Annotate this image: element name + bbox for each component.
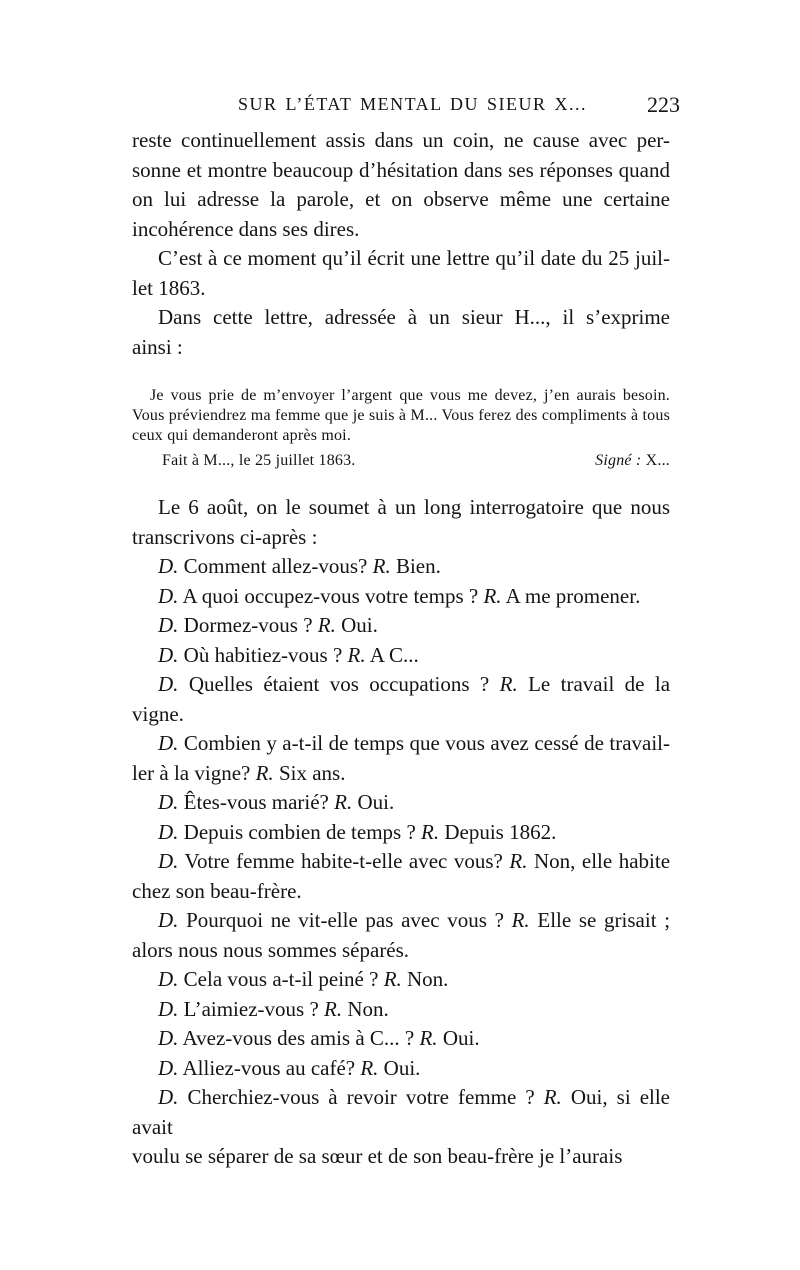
answer-label: R.	[543, 1085, 562, 1109]
answer-label: R.	[334, 790, 353, 814]
signature-label: Signé :	[595, 452, 642, 469]
dialogue-exchange	[132, 582, 670, 612]
question-text: Quelles étaient vos occupations ?	[188, 672, 490, 696]
text-line: Le 6 août, on le soumet à un long interrogatoire que nous	[158, 495, 670, 519]
letter-line: compliments à tous ceux qui demanderont après moi.	[132, 407, 671, 444]
answer-label: R.	[317, 613, 336, 637]
letter-line: Je vous prie de m’envoyer l’argent que vous me devez, j’en aurais	[150, 387, 616, 404]
body-text	[132, 126, 670, 1172]
page-number: 223	[647, 92, 680, 117]
letter-body	[132, 386, 670, 446]
page-header	[132, 94, 680, 120]
question-label: D.	[158, 1085, 179, 1109]
answer-text: A me promener.	[505, 583, 641, 608]
dialogue-exchange	[132, 611, 670, 641]
question-text: Pourquoi ne vit-elle pas avec vous ?	[186, 908, 504, 932]
dialogue-exchange	[132, 1024, 670, 1054]
question-label: D.	[158, 1026, 179, 1050]
answer-text-cont: chez son beau-frère.	[132, 878, 302, 903]
text-line: sonne et montre beaucoup d’hésitation dans ses réponses quand	[132, 157, 670, 182]
dialogue-exchange	[132, 552, 670, 582]
question-text: Où habitiez-vous ?	[183, 642, 343, 667]
question-label: D.	[158, 819, 179, 844]
question-label: D.	[158, 731, 179, 755]
answer-text: Six ans.	[278, 760, 346, 785]
answer-label: R.	[324, 996, 343, 1021]
question-text: Combien y a-t-il de temps que vous avez cessé de travail-	[183, 731, 670, 755]
text-line: reste continuellement assis dans un coin, ne cause avec per-	[132, 128, 670, 152]
dialogue-exchange	[132, 670, 670, 729]
text-line: Dans cette lettre, adressée à un sieur H..., il s’exprime	[158, 305, 670, 329]
letter-line: besoin. Vous préviendrez ma femme que je suis à M... Vous ferez des	[132, 387, 670, 424]
question-text: A quoi occupez-vous votre temps ?	[182, 583, 479, 608]
signature-name: X...	[645, 452, 670, 469]
dialogue-continuation	[132, 936, 670, 966]
dialogue-exchange	[132, 847, 670, 877]
answer-label: R.	[255, 760, 274, 785]
answer-text: Le travail de la vigne.	[132, 672, 671, 726]
question-label: D.	[158, 642, 179, 667]
question-text: Êtes-vous marié?	[183, 790, 329, 814]
question-label: D.	[158, 554, 179, 578]
text-line: C’est à ce moment qu’il écrit une lettre qu’il date du 25 juil-	[158, 246, 670, 270]
answer-text-cont: alors nous nous sommes séparés.	[132, 937, 410, 962]
dialogue-exchange	[132, 965, 670, 995]
dialogue-exchange	[132, 641, 670, 671]
answer-label: R.	[483, 583, 502, 608]
answer-text: Oui.	[341, 613, 378, 637]
question-label: D.	[158, 672, 179, 696]
answer-text: Non.	[347, 996, 389, 1021]
question-label: D.	[158, 967, 179, 991]
question-text-cont: ler à la vigne?	[132, 760, 251, 785]
question-text: Alliez-vous au café?	[182, 1055, 356, 1080]
question-label: D.	[158, 1055, 179, 1080]
dialogue-exchange	[132, 818, 670, 848]
dialogue-exchange	[132, 1054, 670, 1084]
dialogue-exchange	[132, 729, 670, 759]
answer-text: Non.	[407, 967, 449, 991]
text-line: on lui adresse la parole, et on observe même une certaine	[132, 187, 670, 211]
dialogue-exchange	[132, 1083, 670, 1142]
quoted-letter	[132, 386, 670, 471]
question-label: D.	[158, 583, 179, 608]
dialogue-exchange	[132, 995, 670, 1025]
answer-label: R.	[511, 908, 530, 932]
answer-text: Elle se grisait ;	[537, 908, 671, 932]
dialogue-continuation	[132, 759, 670, 789]
answer-text: A C...	[369, 642, 419, 667]
answer-text: Oui, si elle avait	[132, 1085, 671, 1139]
question-text: Comment allez-vous?	[183, 554, 368, 578]
question-text: Cela vous a-t-il peiné ?	[183, 967, 379, 991]
letter-signature	[595, 451, 670, 471]
interrogation-dialogue	[132, 552, 670, 1172]
answer-label: R.	[421, 819, 440, 844]
dialogue-continuation	[132, 1142, 670, 1172]
dialogue-exchange	[132, 906, 670, 936]
text-line: incohérence dans ses dires.	[132, 216, 360, 241]
answer-text: Depuis 1862.	[444, 819, 557, 844]
answer-label: R.	[372, 554, 391, 578]
text-line: transcrivons ci-après :	[132, 524, 318, 549]
question-text: Depuis combien de temps ?	[183, 819, 416, 844]
text-line: let 1863.	[132, 275, 206, 300]
dialogue-exchange	[132, 788, 670, 818]
answer-label: R.	[360, 1055, 379, 1080]
paragraph-2	[132, 244, 670, 303]
paragraph-4	[132, 493, 670, 552]
paragraph-3	[132, 303, 670, 362]
answer-text: Bien.	[395, 554, 441, 578]
question-label: D.	[158, 996, 179, 1021]
letter-place-date: Fait à M..., le 25 juillet 1863.	[162, 452, 356, 469]
answer-text: Non, elle habite	[533, 849, 671, 873]
paragraph-1	[132, 126, 670, 244]
question-text: Avez-vous des amis à C... ?	[182, 1026, 415, 1050]
dialogue-continuation	[132, 877, 670, 907]
question-text: Dormez-vous ?	[183, 613, 313, 637]
answer-label: R.	[419, 1026, 438, 1050]
answer-text-cont: voulu se séparer de sa sœur et de son beau-frère je l’aurais	[132, 1144, 623, 1168]
running-head: SUR L’ÉTAT MENTAL DU SIEUR X...	[238, 94, 587, 114]
question-text: Votre femme habite-t-elle avec vous?	[184, 849, 503, 873]
answer-label: R.	[383, 967, 402, 991]
question-text: L’aimiez-vous ?	[183, 996, 319, 1021]
question-text: Cherchiez-vous à revoir votre femme ?	[187, 1085, 535, 1109]
letter-signature-line	[132, 451, 670, 471]
text-line: ainsi :	[132, 334, 183, 359]
answer-text: Oui.	[357, 790, 395, 814]
answer-label: R.	[509, 849, 528, 873]
answer-label: R.	[499, 672, 518, 696]
answer-text: Oui.	[383, 1055, 421, 1080]
answer-text: Oui.	[442, 1026, 480, 1050]
question-label: D.	[158, 790, 179, 814]
question-label: D.	[158, 908, 179, 932]
answer-label: R.	[347, 642, 366, 667]
question-label: D.	[158, 849, 179, 873]
question-label: D.	[158, 613, 179, 637]
